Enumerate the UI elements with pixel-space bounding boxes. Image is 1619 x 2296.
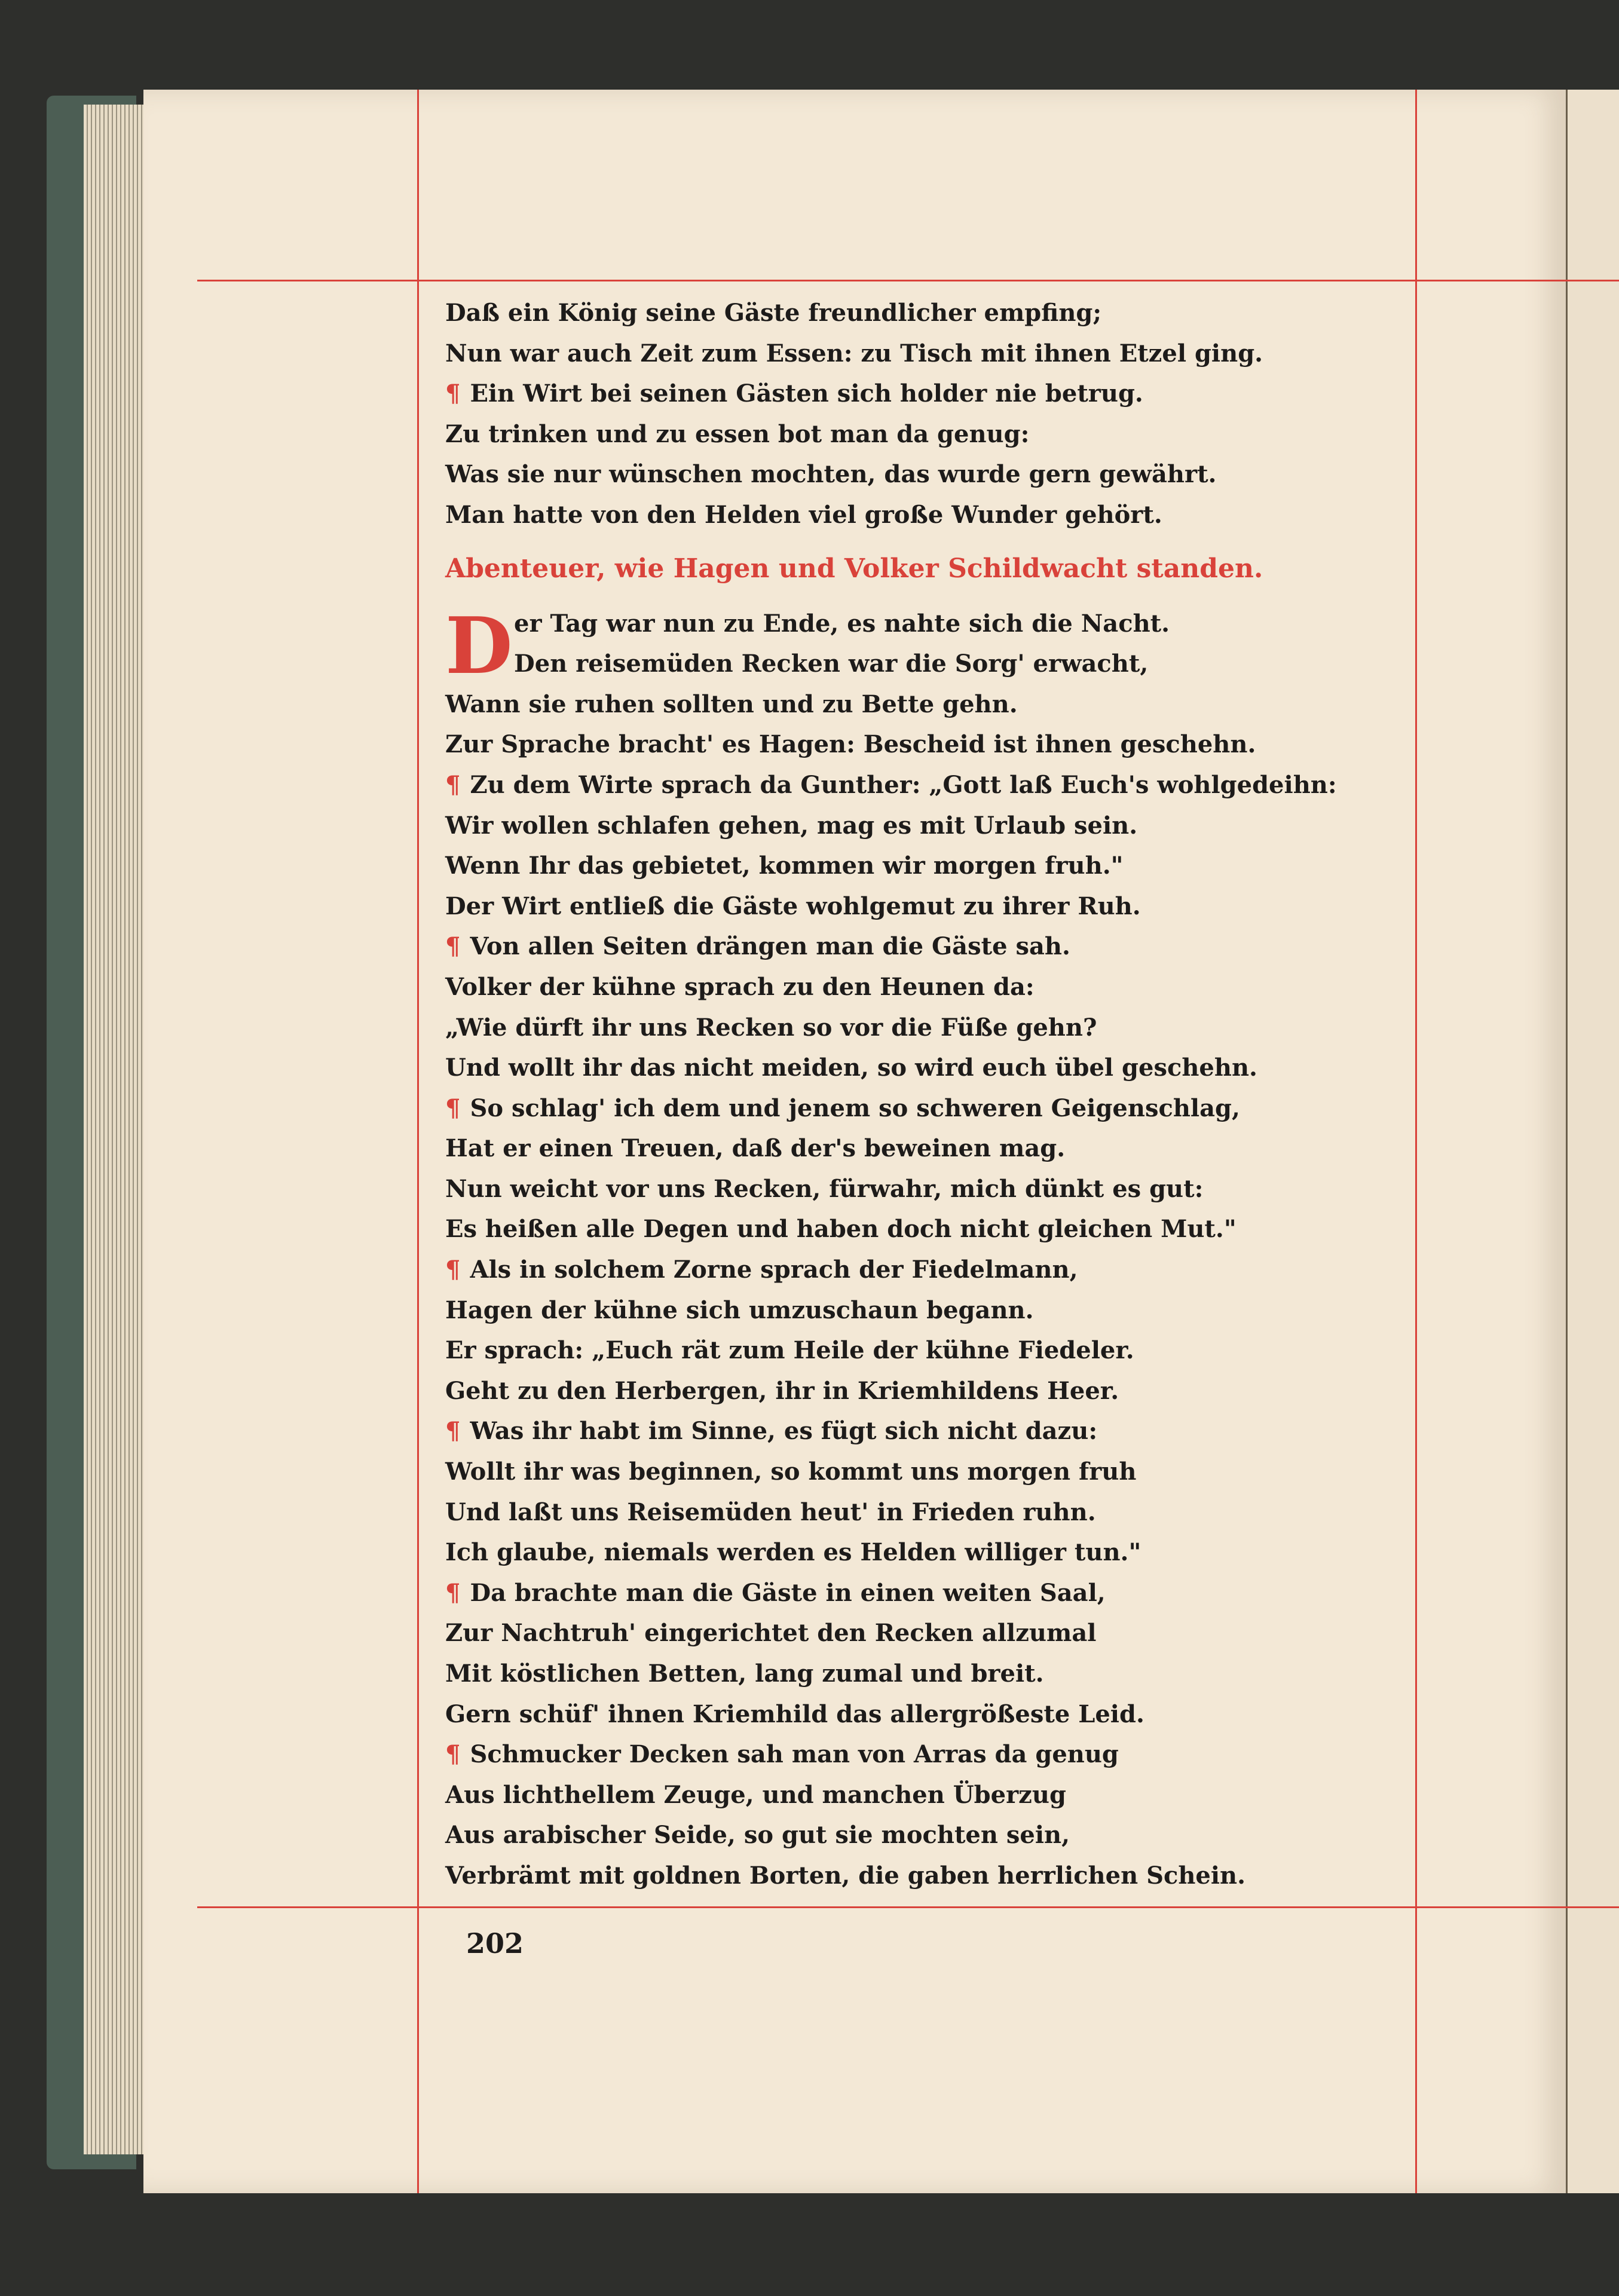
text-line: Wir wollen schlafen gehen, mag es mit Urlaub sein. [445, 811, 1138, 840]
text-line: Zu dem Wirte sprach da Gunther: „Gott laß Euch's wohlgedeihn: [470, 770, 1337, 799]
text-line: Verbrämt mit goldnen Borten, die gaben herrlichen Schein. [445, 1861, 1246, 1890]
text-line: Hat er einen Treuen, daß der's beweinen mag. [445, 1134, 1066, 1163]
initial-stanza [445, 599, 1413, 765]
text-line: Gern schüf' ihnen Kriemhild das allergrößeste Leid. [445, 1700, 1144, 1728]
rule-right-vertical [1415, 90, 1417, 2193]
text-line: Und wollt ihr das nicht meiden, so wird euch übel geschehn. [445, 1054, 1257, 1082]
text-line: Mit köstlichen Betten, lang zumal und breit. [445, 1660, 1044, 1688]
text-line: Man hatte von den Helden viel große Wunder gehört. [445, 500, 1162, 529]
text-line: Ich glaube, niemals werden es Helden williger tun." [445, 1538, 1141, 1567]
text-line: Wann sie ruhen sollten und zu Bette gehn. [445, 690, 1018, 718]
text-line: Da brachte man die Gäste in einen weiten Saal, [470, 1578, 1106, 1607]
text-line: Schmucker Decken sah man von Arras da genug [470, 1740, 1119, 1769]
pilcrow-mark: ¶ [445, 1094, 461, 1122]
text-line: Zu trinken und zu essen bot man da genug: [445, 420, 1030, 448]
text-line: Der Wirt entließ die Gäste wohlgemut zu ihrer Ruh. [445, 892, 1141, 920]
text-line: Geht zu den Herbergen, ihr in Kriemhildens Heer. [445, 1376, 1119, 1405]
pilcrow-mark: ¶ [445, 1256, 461, 1284]
facing-page-edge [1566, 90, 1619, 2193]
text-line: Nun war auch Zeit zum Essen: zu Tisch mit ihnen Etzel ging. [445, 339, 1263, 368]
drop-cap-initial: D [445, 599, 513, 691]
stanza-first-line [445, 1411, 1413, 1452]
text-line: Wollt ihr was beginnen, so kommt uns morgen fruh [445, 1458, 1137, 1486]
rule-top-horizontal [197, 280, 1619, 281]
text-line: Als in solchem Zorne sprach der Fiedelmann, [470, 1256, 1078, 1284]
stanza-first-line [445, 765, 1413, 806]
stanza-first-line [445, 1088, 1413, 1129]
text-line: Daß ein König seine Gäste freundlicher empfing; [445, 299, 1102, 327]
pilcrow-mark: ¶ [445, 1417, 461, 1446]
text-line: er Tag war nun zu Ende, es nahte sich die Nacht. [514, 609, 1170, 638]
rule-left-vertical [417, 90, 419, 2193]
text-line: Wenn Ihr das gebietet, kommen wir morgen fruh." [445, 852, 1124, 880]
text-line: Was sie nur wünschen mochten, das wurde gern gewährt. [445, 460, 1217, 489]
pilcrow-mark: ¶ [445, 1740, 461, 1769]
rule-bottom-horizontal [197, 1906, 1619, 1908]
text-line: Den reisemüden Recken war die Sorg' erwacht, [514, 650, 1149, 678]
stanza-first-line [445, 374, 1413, 414]
pilcrow-mark: ¶ [445, 770, 461, 799]
pilcrow-mark: ¶ [445, 932, 461, 961]
text-line: Nun weicht vor uns Recken, fürwahr, mich dünkt es gut: [445, 1174, 1204, 1203]
text-line: Ein Wirt bei seinen Gästen sich holder nie betrug. [470, 379, 1143, 408]
text-line: So schlag' ich dem und jenem so schweren Geigenschlag, [470, 1094, 1240, 1122]
stanza-first-line [445, 1734, 1413, 1775]
text-line: Aus lichthellem Zeuge, und manchen Überzug [445, 1780, 1066, 1809]
text-line: Aus arabischer Seide, so gut sie mochten sein, [445, 1821, 1070, 1850]
text-line: Und laßt uns Reisemüden heut' in Frieden ruhn. [445, 1498, 1096, 1526]
pilcrow-mark: ¶ [445, 379, 461, 408]
text-line: Hagen der kühne sich umzuschaun begann. [445, 1296, 1034, 1324]
text-line: Was ihr habt im Sinne, es fügt sich nicht dazu: [470, 1417, 1098, 1446]
text-line: Zur Sprache bracht' es Hagen: Bescheid ist ihnen geschehn. [445, 730, 1256, 759]
text-line: Er sprach: „Euch rät zum Heile der kühne Fiedeler. [445, 1336, 1134, 1365]
text-line: Von allen Seiten drängen man die Gäste sah. [470, 932, 1070, 961]
pilcrow-mark: ¶ [445, 1578, 461, 1607]
text-line: Es heißen alle Degen und haben doch nicht gleichen Mut." [445, 1215, 1237, 1244]
chapter-heading: Abenteuer, wie Hagen und Volker Schildwacht standen. [445, 553, 1263, 584]
text-line: Volker der kühne sprach zu den Heunen da: [445, 972, 1035, 1001]
stanza-first-line [445, 1573, 1413, 1614]
text-line: „Wie dürft ihr uns Recken so vor die Füße gehn? [445, 1013, 1097, 1042]
stanza-first-line [445, 1250, 1413, 1290]
text-line: Zur Nachtruh' eingerichtet den Recken allzumal [445, 1619, 1097, 1648]
main-text-column [445, 293, 1413, 1896]
stanza-first-line [445, 926, 1413, 967]
page-number: 202 [466, 1927, 524, 1960]
